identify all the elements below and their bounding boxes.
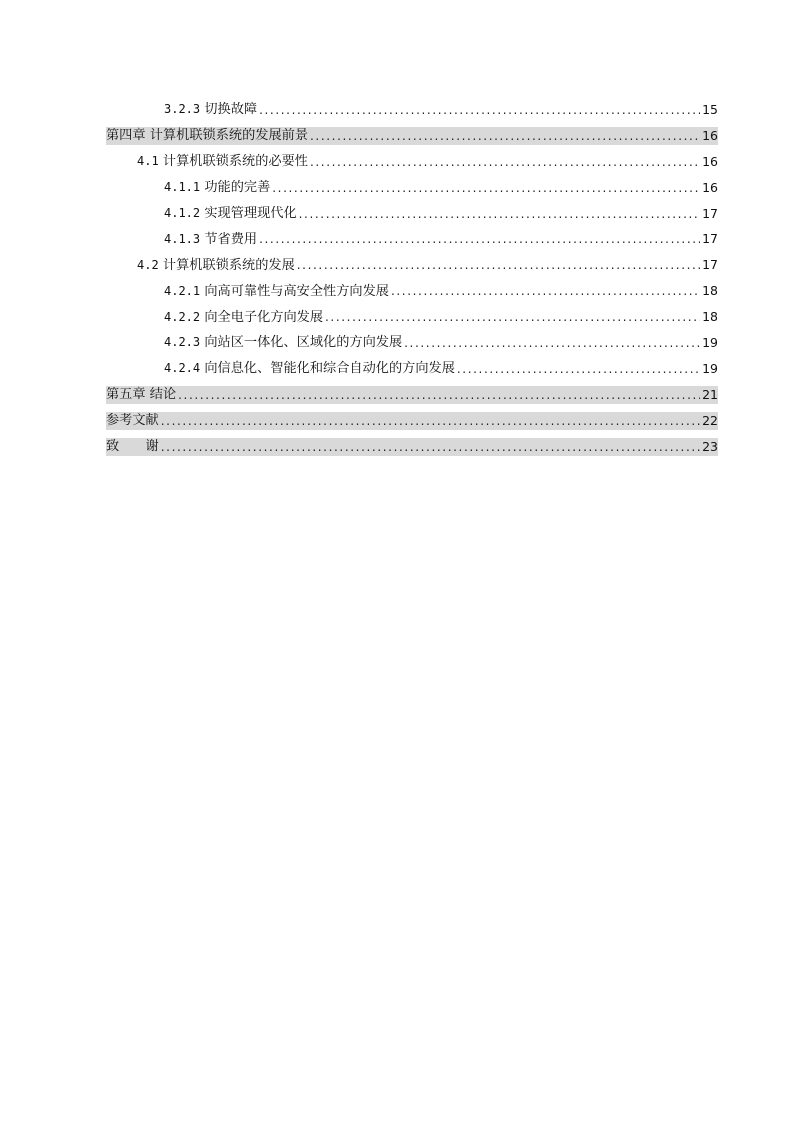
- toc-chapter-entry[interactable]: [106, 382, 718, 408]
- toc-chapter-entry[interactable]: [106, 434, 718, 460]
- toc-entry-title: 4.1.1 功能的完善: [164, 180, 271, 196]
- dot-leader: [404, 334, 700, 352]
- toc-entry[interactable]: [106, 252, 718, 278]
- dot-leader: [457, 360, 700, 378]
- table-of-contents: [106, 97, 718, 459]
- toc-entry-title: 4.2.1 向高可靠性与高安全性方向发展: [164, 283, 389, 299]
- toc-page-number: 17: [702, 205, 718, 221]
- dot-leader: [161, 438, 700, 456]
- toc-entry[interactable]: [106, 356, 718, 382]
- toc-entry[interactable]: [106, 149, 718, 175]
- toc-page-number: 16: [702, 127, 718, 143]
- dot-leader: [325, 308, 700, 326]
- toc-entry[interactable]: [106, 175, 718, 201]
- toc-entry-title: 4.2 计算机联锁系统的发展: [137, 257, 295, 273]
- toc-page-number: 19: [702, 334, 718, 350]
- toc-entry-title: 4.2.2 向全电子化方向发展: [164, 309, 324, 325]
- toc-page-number: 17: [702, 257, 718, 273]
- toc-chapter-entry[interactable]: [106, 408, 718, 434]
- toc-page-number: 23: [702, 438, 718, 454]
- toc-page-number: 19: [702, 360, 718, 376]
- toc-entry[interactable]: [106, 304, 718, 330]
- toc-entry-title: 第五章 结论: [106, 386, 177, 402]
- toc-entry-title: 参考文献: [106, 412, 159, 428]
- toc-entry-title: 4.1.2 实现管理现代化: [164, 206, 297, 221]
- toc-entry-title: 4.2.4 向信息化、智能化和综合自动化的方向发展: [164, 361, 455, 377]
- toc-page-number: 21: [702, 386, 718, 402]
- toc-page-number: 22: [702, 412, 718, 428]
- dot-leader: [299, 205, 700, 223]
- toc-page-number: 17: [702, 231, 718, 247]
- toc-page-number: 16: [702, 153, 718, 169]
- dot-leader: [297, 256, 700, 274]
- dot-leader: [391, 282, 700, 300]
- toc-entry-title: 3.2.3 切换故障: [164, 102, 258, 118]
- dot-leader: [259, 101, 700, 119]
- dot-leader: [161, 412, 700, 430]
- toc-page-number: 18: [702, 283, 718, 299]
- toc-entry[interactable]: [106, 97, 718, 123]
- dot-leader: [310, 153, 700, 171]
- toc-entry-title: 4.1.3 节省费用: [164, 231, 258, 247]
- toc-entry-title: 4.1 计算机联锁系统的必要性: [137, 154, 308, 170]
- toc-entry[interactable]: [106, 201, 718, 227]
- dot-leader: [272, 179, 700, 197]
- toc-entry-title: 第四章 计算机联锁系统的发展前景: [106, 127, 309, 143]
- toc-entry-title: 致 谢: [106, 438, 159, 454]
- toc-page-number: 15: [702, 101, 718, 117]
- toc-page-number: 18: [702, 309, 718, 325]
- toc-page-number: 16: [702, 179, 718, 195]
- dot-leader: [310, 127, 700, 145]
- toc-entry[interactable]: [106, 278, 718, 304]
- toc-entry[interactable]: [106, 226, 718, 252]
- dot-leader: [178, 386, 700, 404]
- dot-leader: [259, 230, 700, 248]
- toc-entry[interactable]: [106, 330, 718, 356]
- toc-entry-title: 4.2.3 向站区一体化、区域化的方向发展: [164, 335, 403, 351]
- toc-chapter-entry[interactable]: [106, 123, 718, 149]
